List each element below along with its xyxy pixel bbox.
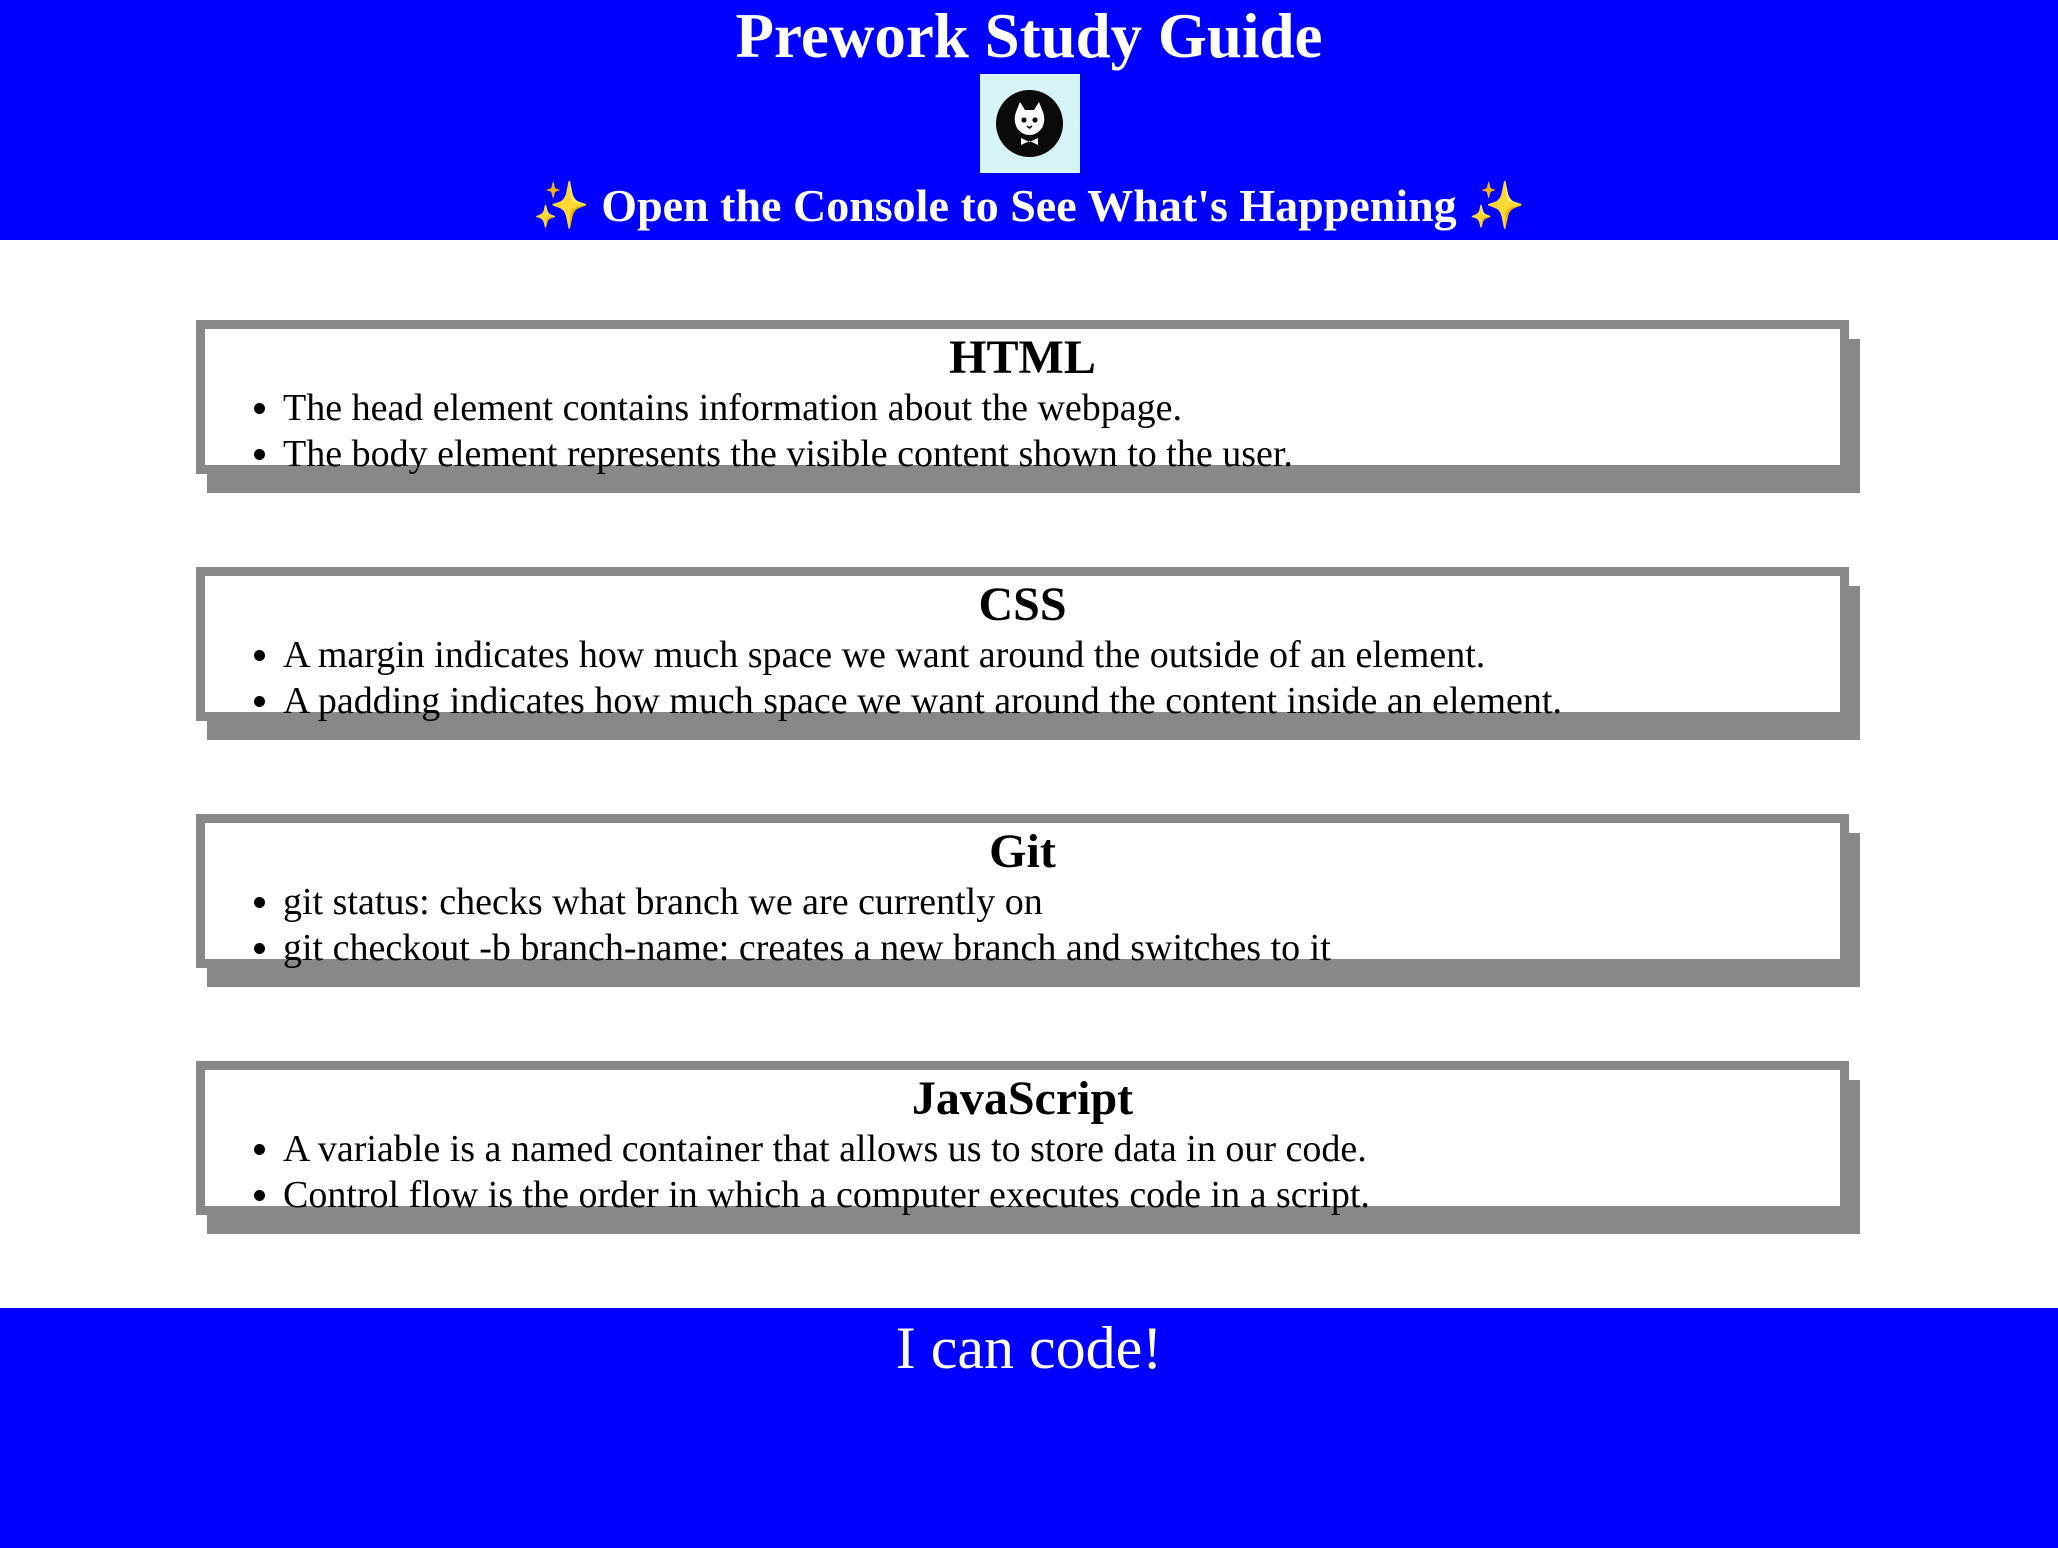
list-item: • The body element represents the visible content shown to the user. — [283, 431, 1840, 477]
footer-text: I can code! — [895, 1315, 1163, 1381]
list-item: • Control flow is the order in which a computer executes code in a script. — [283, 1172, 1840, 1218]
section-list — [205, 632, 1840, 724]
console-hint — [0, 178, 2058, 234]
page-title: Prework Study Guide — [735, 1, 1323, 71]
console-hint-text: Open the Console to See What's Happening — [601, 180, 1457, 231]
page-header — [0, 0, 2058, 240]
section-list — [205, 385, 1840, 477]
section-title: CSS — [978, 578, 1067, 631]
page-footer — [0, 1308, 2058, 1548]
list-item: • A padding indicates how much space we want around the content inside an element. — [283, 678, 1840, 724]
section-css — [196, 567, 1849, 721]
octocat-icon — [996, 90, 1063, 157]
section-title: JavaScript — [911, 1072, 1134, 1125]
section-list — [205, 1126, 1840, 1218]
section-list — [205, 879, 1840, 971]
list-item: • The head element contains information about the webpage. — [283, 385, 1840, 431]
section-title: Git — [989, 825, 1056, 878]
list-item: • git checkout -b branch-name: creates a new branch and switches to it — [283, 925, 1840, 971]
section-title: HTML — [949, 331, 1096, 384]
logo — [980, 74, 1080, 173]
sparkles-icon: ✨ — [532, 180, 590, 231]
section-javascript — [196, 1061, 1849, 1215]
list-item: • A margin indicates how much space we want around the outside of an element. — [283, 632, 1840, 678]
section-html — [196, 320, 1849, 474]
sparkles-icon: ✨ — [1468, 180, 1526, 231]
section-git — [196, 814, 1849, 968]
list-item: • git status: checks what branch we are currently on — [283, 879, 1840, 925]
list-item: • A variable is a named container that allows us to store data in our code. — [283, 1126, 1840, 1172]
